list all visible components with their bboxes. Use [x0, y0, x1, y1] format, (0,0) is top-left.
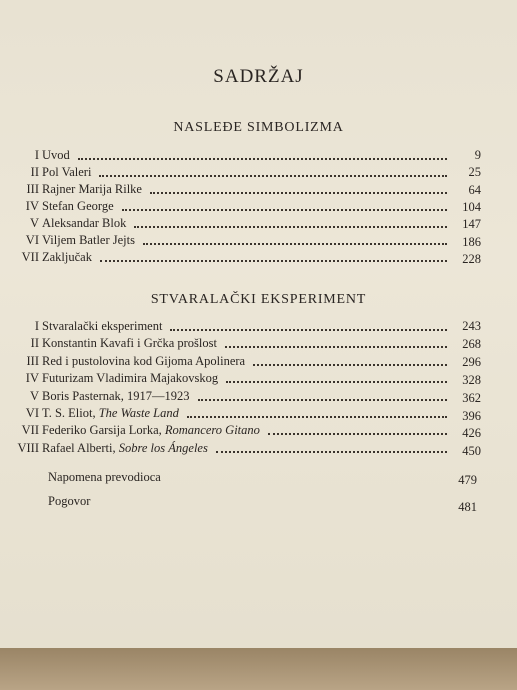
page-number: 296: [462, 354, 481, 369]
entry-title: Rafael Alberti, Sobre los Ángeles: [42, 440, 208, 455]
page-number: 396: [462, 408, 481, 423]
leader-dots: [225, 346, 447, 348]
leader-dots: [100, 260, 447, 262]
entry-title: Aleksandar Blok: [42, 216, 127, 230]
section-heading-symbolism: NASLEĐE SIMBOLIZMA: [173, 120, 344, 135]
entry-title: Konstantin Kavafi i Grčka prošlost: [42, 336, 217, 351]
roman-numeral: V: [29, 216, 39, 230]
toc-entry: [0, 371, 517, 389]
entry-title: Pol Valeri: [42, 165, 92, 179]
entry-title: Federiko Garsija Lorka, Romancero Gitano: [42, 423, 260, 438]
page-number: 362: [462, 390, 481, 405]
roman-numeral: VII: [21, 423, 39, 438]
entry-title: T. S. Eliot, The Waste Land: [42, 406, 179, 420]
leader-dots: [187, 416, 447, 418]
toc-entry: [0, 182, 517, 200]
roman-numeral: II: [30, 165, 39, 179]
roman-numeral: I: [34, 319, 39, 333]
roman-numeral: IV: [25, 371, 39, 386]
roman-numeral: VI: [25, 233, 39, 247]
leader-dots: [150, 192, 447, 194]
roman-numeral: II: [30, 336, 39, 351]
roman-numeral: V: [29, 388, 39, 403]
toc-entry-afterword: Pogovor: [48, 494, 91, 508]
page-number: 228: [462, 251, 481, 266]
page-number: 64: [468, 182, 481, 197]
toc-entry: [0, 250, 517, 268]
leader-dots: [253, 364, 447, 366]
page-number: 9: [474, 148, 481, 162]
entry-title: Stefan George: [42, 199, 114, 213]
entry-title: Viljem Batler Jejts: [42, 233, 135, 247]
leader-dots: [198, 399, 447, 401]
roman-numeral: III: [26, 182, 39, 196]
leader-dots: [143, 243, 447, 245]
toc-entry: [0, 336, 517, 354]
leader-dots: [99, 175, 447, 177]
entry-title: Rajner Marija Rilke: [42, 182, 142, 196]
toc-entry: [0, 423, 517, 441]
page-title: SADRŽAJ: [213, 66, 304, 87]
page-number: 426: [462, 426, 481, 441]
page-number: 243: [462, 319, 481, 333]
entry-title: Uvod: [42, 148, 70, 162]
toc-entry: [0, 354, 517, 372]
roman-numeral: VI: [25, 406, 39, 420]
toc-entry: [0, 199, 517, 217]
toc-entry: [0, 148, 517, 166]
page-number: 450: [462, 444, 481, 459]
entry-title: Zaključak: [42, 250, 92, 264]
page-number: 186: [462, 234, 481, 249]
entry-title: Red i pustolovina kod Gijoma Apolinera: [42, 353, 246, 368]
toc-entry: [0, 319, 517, 337]
roman-numeral: VIII: [17, 440, 39, 455]
roman-numeral: III: [26, 353, 39, 368]
page-number: 25: [468, 165, 481, 180]
leader-dots: [134, 226, 447, 228]
leader-dots: [78, 158, 447, 160]
toc-entry: [0, 406, 517, 424]
section-heading-experiment: STVARALAČKI EKSPERIMENT: [150, 292, 367, 307]
roman-numeral: I: [34, 148, 39, 162]
page-number: 104: [462, 199, 481, 214]
table-surface: [0, 648, 517, 690]
toc-entry: [0, 233, 517, 251]
toc-page-translator-note: 479: [458, 473, 477, 487]
toc-page-afterword: 481: [458, 500, 477, 514]
roman-numeral: IV: [25, 199, 39, 213]
page-number: 328: [462, 372, 481, 387]
entry-title: Stvaralački eksperiment: [42, 319, 163, 333]
toc-entry-translator-note: Napomena prevodioca: [48, 470, 161, 484]
leader-dots: [268, 433, 447, 435]
page-number: 268: [462, 336, 481, 351]
leader-dots: [216, 451, 447, 453]
entry-title: Futurizam Vladimira Majakovskog: [42, 371, 219, 386]
toc-entry: [0, 389, 517, 407]
leader-dots: [122, 209, 447, 211]
toc-entry: [0, 441, 517, 459]
page-number: 147: [462, 217, 481, 232]
roman-numeral: VII: [21, 250, 39, 264]
leader-dots: [226, 381, 447, 383]
toc-entry: [0, 216, 517, 234]
entry-title: Boris Pasternak, 1917—1923: [42, 388, 190, 403]
toc-entry: [0, 165, 517, 183]
leader-dots: [170, 329, 447, 331]
